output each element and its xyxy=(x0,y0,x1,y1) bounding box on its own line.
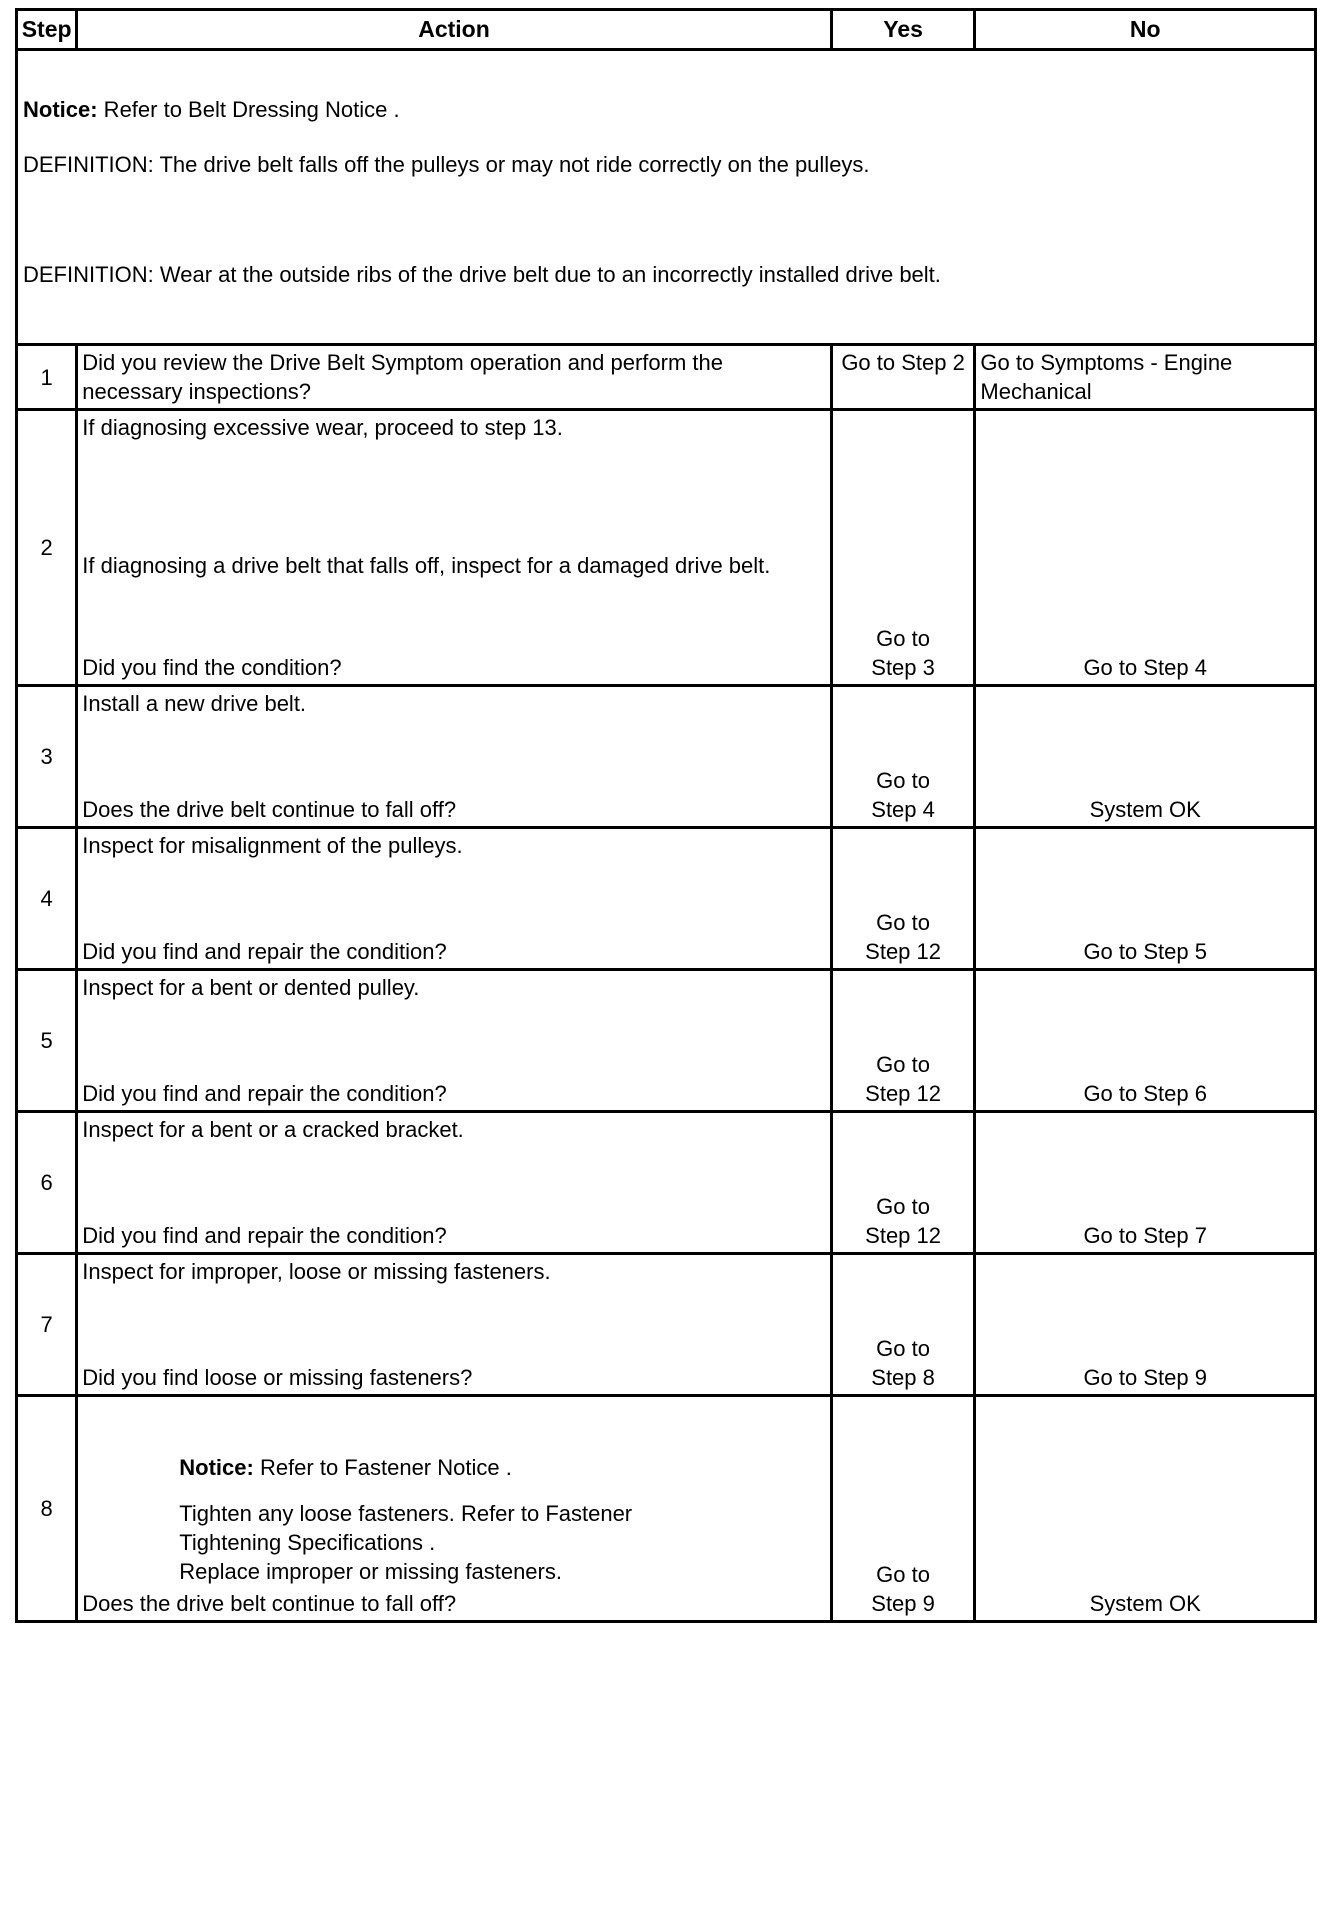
no-text: Go to Step 6 xyxy=(1083,1081,1207,1106)
step-number: 3 xyxy=(17,686,77,828)
notice-label: Notice: xyxy=(179,1455,254,1480)
no-cell xyxy=(975,828,1316,970)
intro-row xyxy=(17,50,1316,345)
action-question: Did you find and repair the condition? xyxy=(82,939,447,964)
yes-cell xyxy=(831,828,975,970)
action-question: Did you find the condition? xyxy=(82,655,342,680)
action-question: Did you find loose or missing fasteners? xyxy=(82,1365,473,1390)
yes-text: Go to Step 3 xyxy=(871,626,935,680)
no-cell xyxy=(975,1112,1316,1254)
step-number: 8 xyxy=(17,1396,77,1622)
step-number: 5 xyxy=(17,970,77,1112)
action-cell xyxy=(77,970,831,1112)
no-text: Go to Step 7 xyxy=(1083,1223,1207,1248)
no-cell xyxy=(975,686,1316,828)
yes-cell xyxy=(831,1112,975,1254)
yes-cell xyxy=(831,410,975,686)
action-text: Install a new drive belt. xyxy=(82,691,307,716)
definition-fall-off: DEFINITION: The drive belt falls off the pulleys or may not ride correctly on the pulleys. xyxy=(23,152,870,177)
no-cell xyxy=(975,970,1316,1112)
action-text: Inspect for a bent or a cracked bracket. xyxy=(82,1117,464,1142)
action-question: Did you find and repair the condition? xyxy=(82,1223,447,1248)
yes-cell xyxy=(831,686,975,828)
step-number: 1 xyxy=(17,345,77,410)
action-cell xyxy=(77,1396,831,1622)
fastener-instruction-2: Tightening Specifications . xyxy=(179,1530,436,1555)
no-cell xyxy=(975,410,1316,686)
step-number: 2 xyxy=(17,410,77,686)
action-question: Does the drive belt continue to fall off? xyxy=(82,1591,457,1616)
fastener-instruction-1: Tighten any loose fasteners. Refer to Fastener xyxy=(179,1501,633,1526)
fastener-instruction-3: Replace improper or missing fasteners. xyxy=(179,1559,562,1584)
action-text: Did you review the Drive Belt Symptom operation and perform the necessary inspections? xyxy=(82,350,724,404)
yes-text: Go to Step 12 xyxy=(865,1194,941,1248)
action-cell xyxy=(77,686,831,828)
action-text: If diagnosing excessive wear, proceed to step 13. xyxy=(82,415,563,440)
action-text: Inspect for improper, loose or missing fasteners. xyxy=(82,1259,551,1284)
table-row xyxy=(17,686,1316,828)
no-text: System OK xyxy=(1089,797,1201,822)
table-row xyxy=(17,410,1316,686)
notice-text: Refer to Belt Dressing Notice . xyxy=(97,97,400,122)
no-text: System OK xyxy=(1089,1591,1201,1616)
header-step: Step xyxy=(17,10,77,50)
table-row xyxy=(17,1254,1316,1396)
yes-text: Go to Step 12 xyxy=(865,1052,941,1106)
header-row xyxy=(17,10,1316,50)
header-yes: Yes xyxy=(831,10,975,50)
table-row xyxy=(17,828,1316,970)
action-cell xyxy=(77,410,831,686)
step-number: 7 xyxy=(17,1254,77,1396)
no-cell xyxy=(975,1396,1316,1622)
header-no: No xyxy=(975,10,1316,50)
no-cell xyxy=(975,345,1316,410)
action-cell xyxy=(77,828,831,970)
action-text: Inspect for misalignment of the pulleys. xyxy=(82,833,463,858)
step-number: 6 xyxy=(17,1112,77,1254)
yes-cell xyxy=(831,970,975,1112)
yes-cell xyxy=(831,1254,975,1396)
intro-cell xyxy=(17,50,1316,345)
yes-text: Go to Step 9 xyxy=(871,1562,935,1616)
action-text: Inspect for a bent or dented pulley. xyxy=(82,975,420,1000)
header-action: Action xyxy=(77,10,831,50)
no-text: Go to Step 9 xyxy=(1083,1365,1207,1390)
yes-cell xyxy=(831,345,975,410)
table-row xyxy=(17,970,1316,1112)
no-text: Go to Step 5 xyxy=(1083,939,1207,964)
action-cell xyxy=(77,345,831,410)
table-row xyxy=(17,1112,1316,1254)
no-text: Go to Symptoms - Engine Mechanical xyxy=(980,350,1233,404)
no-text: Go to Step 4 xyxy=(1083,655,1207,680)
notice-label: Notice: xyxy=(23,97,98,122)
action-question: Did you find and repair the condition? xyxy=(82,1081,447,1106)
yes-text: Go to Step 4 xyxy=(871,768,935,822)
no-cell xyxy=(975,1254,1316,1396)
definition-wear: DEFINITION: Wear at the outside ribs of the drive belt due to an incorrectly installed drive belt. xyxy=(23,262,941,287)
yes-text: Go to Step 12 xyxy=(865,910,941,964)
fastener-notice xyxy=(179,1453,512,1482)
intro-notice xyxy=(23,95,400,124)
yes-text: Go to Step 8 xyxy=(871,1336,935,1390)
action-question: Does the drive belt continue to fall off? xyxy=(82,797,457,822)
action-text-secondary: If diagnosing a drive belt that falls off, inspect for a damaged drive belt. xyxy=(82,553,771,578)
step-number: 4 xyxy=(17,828,77,970)
notice-text: Refer to Fastener Notice . xyxy=(253,1455,512,1480)
action-cell xyxy=(77,1112,831,1254)
diagnostic-table xyxy=(15,8,1317,1623)
yes-text: Go to Step 2 xyxy=(841,350,965,375)
table-row xyxy=(17,345,1316,410)
action-cell xyxy=(77,1254,831,1396)
table-row xyxy=(17,1396,1316,1622)
yes-cell xyxy=(831,1396,975,1622)
